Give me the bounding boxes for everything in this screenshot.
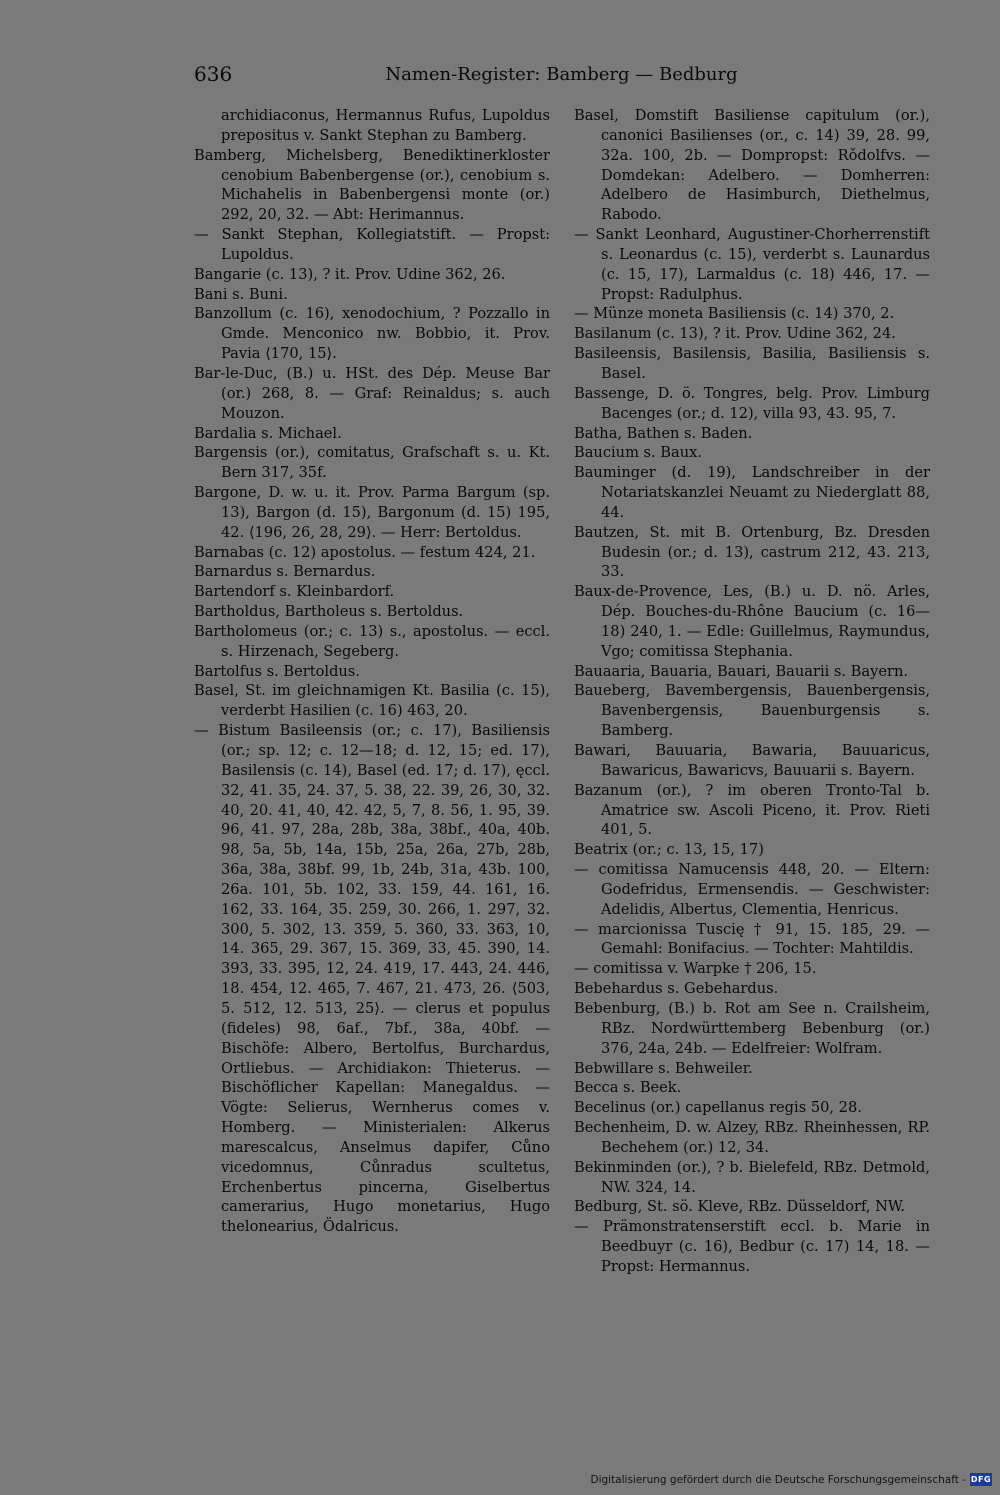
register-entry: Bartendorf s. Kleinbardorf. [194,583,395,601]
register-entry: Beatrix (or.; c. 13, 15, 17) [574,841,764,859]
footer-credit [590,1473,992,1486]
register-entry: Basileensis, Basilensis, Basilia, Basiliensis s. Basel. [574,345,930,382]
register-entry: — comitissa Namucensis 448, 20. — Eltern: Godefridus, Ermensendis. — Geschwister: Adelidis, Albertus, Clementia, Henricus. [574,861,930,918]
register-entry: Bedburg, St. sö. Kleve, RBz. Düsseldorf, NW. [574,1198,906,1216]
register-entry: Bawari, Bauuaria, Bawaria, Bauuaricus, Bawaricus, Bawaricvs, Bauuarii s. Bayern. [574,742,930,779]
register-entry: Basilanum (c. 13), ? it. Prov. Udine 362, 24. [574,325,896,343]
register-entry: Bartolfus s. Bertoldus. [194,662,360,680]
register-entry: Becelinus (or.) capellanus regis 50, 28. [574,1099,862,1117]
register-entry: Baueberg, Bavembergensis, Bauenbergensis, Bavenbergensis, Bauenburgensis s. Bamberg. [574,682,930,740]
register-entry: Basel, St. im gleichnamigen Kt. Basilia (c. 15), verderbt Hasilien (c. 16) 463, 20. [194,682,550,720]
register-entry: — Bistum Basileensis (or.; c. 17), Basiliensis (or.; sp. 12; c. 12—18; d. 12, 15; ed. 17), Basilensis (c. 14), Basel (ed. 17; d. 17), ęccl. 32, 41. 35, 24. 37, 5. 38, 22. 39, 26, 30, 32. 40, 20. 41, 40, 42. 42, 5, 7, 8. 56, 1. 95, 39. 96, 41. 97, 28a, 28b, 38a, 38bf., 40a, 40b. 98, 5a, 5b, 14a, 15b, 25a, 26a, 27b, 28b, 36a, 38a, 38bf. 99, 1b, 24b, 31a, 43b. 100, 26a. 101, 5b. 102, 33. 159, 44. 161, 16. 162, 33. 164, 35. 259, 30. 266, 1. 297, 32. 300, 5. 302, 13. 359, 5. 360, 33. 363, 10, 14. 365, 29. 367, 15. 369, 33, 45. 390, 14. 393, 33. 395, 12, 24. 419, 17. 443, 24. 446, 18. 454, 12. 465, 7. 467, 21. 473, 26. ⟨503, 5. 512, 12. 513, 25⟩. — clerus et populus (fideles) 98, 6af., 7bf., 38a, 40bf. — Bischöfe: Albero, Bertolfus, Burchardus, Ortliebus. — Archidiakon: Thieterus. — Bischöflicher Kapellan: Manegaldus. — Vögte: Selierus, Wernherus comes v. Homberg. — Ministerialen: Alkerus marescalcus, Anselmus dapifer, Cůno vicedomnus, Cůnradus scultetus, Erchenbertus pincerna, Giselbertus camerarius, Hugo monetarius, Hugo thelonearius, Ödalricus. [194,722,550,1236]
dfg-logo: DFG [970,1475,992,1484]
register-entry: Becca s. Beek. [574,1079,682,1097]
register-entry: Bauaaria, Bauaria, Bauari, Bauarii s. Bayern. [574,662,909,680]
register-entry: Baux-de-Provence, Les, (B.) u. D. nö. Arles, Dép. Bouches-du-Rhône Baucium (c. 16—18) 240, 1. — Edle: Guillelmus, Raymundus, Vgo; comitissa Stephania. [574,583,930,660]
register-entry: Banzollum (c. 16), xenodochium, ? Pozzallo in Gmde. Menconico nw. Bobbio, it. Prov. Pavia ⟨170, 15⟩. [194,305,550,363]
register-entry: — Sankt Stephan, Kollegiatstift. — Propst: Lupoldus. [194,226,550,263]
register-entry: Bebwillare s. Behweiler. [574,1059,753,1077]
register-entry: — comitissa v. Warpke † 206, 15. [574,960,817,978]
register-entry: Baucium s. Baux. [574,444,703,462]
page-number: 636 [194,62,233,86]
right-column [574,106,930,1277]
register-entry: Bani s. Buni. [194,285,288,303]
register-entry: Bartholdus, Bartholeus s. Bertoldus. [194,603,464,621]
register-entry: Barnabas (c. 12) apostolus. — festum 424, 21. [194,543,536,561]
register-entry: Bardalia s. Michael. [194,424,342,442]
register-entry: Batha, Bathen s. Baden. [574,424,753,442]
register-entry: Bamberg, Michelsberg, Benediktinerkloster cenobium Babenbergense (or.), cenobium s. Michahelis in Babenbergensi monte (or.) 292, 20, 32. — Abt: Herimannus. [194,146,550,224]
register-entry: Bar-le-Duc, (B.) u. HSt. des Dép. Meuse Bar (or.) 268, 8. — Graf: Reinaldus; s. auch Mouzon. [194,364,550,422]
register-entry: — marcionissa Tuscię † 91, 15. 185, 29. — Gemahl: Bonifacius. — Tochter: Mahtildis. [574,920,930,958]
register-entry: Bartholomeus (or.; c. 13) s., apostolus. — eccl. s. Hirzenach, Segeberg. [194,622,550,660]
register-entry: Bargensis (or.), comitatus, Grafschaft s. u. Kt. Bern 317, 35f. [194,444,550,482]
register-entry: Bazanum (or.), ? im oberen Tronto-Tal b. Amatrice sw. Ascoli Piceno, it. Prov. Rieti 401, 5. [574,781,930,839]
register-entry: Bautzen, St. mit B. Ortenburg, Bz. Dresden Budesin (or.; d. 13), castrum 212, 43. 213, 33. [574,523,930,581]
register-entry: Basel, Domstift Basiliense capitulum (or.), canonici Basilienses (or., c. 14) 39, 28. 99, 32a. 100, 2b. — Dompropst: Rǒdolfvs. — Domdekan: Adelbero. — Domherren: Adelbero de Hasimburch, Diethelmus, Rabodo. [574,107,930,224]
register-entry: archidiaconus, Hermannus Rufus, Lupoldus prepositus v. Sankt Stephan zu Bamberg. [221,107,550,144]
register-entry: Bangarie (c. 13), ? it. Prov. Udine 362, 26. [194,265,506,283]
register-entry: Bebehardus s. Gebehardus. [574,980,779,998]
register-entry: — Sankt Leonhard, Augustiner-Chorherrenstift s. Leonardus (c. 15), verderbt s. Launardus (c. 15, 17), Larmaldus (c. 18) 446, 17. — Propst: Radulphus. [574,226,930,303]
running-title: Namen-Register: Bamberg — Bedburg [385,64,738,85]
page-header [194,62,929,90]
footer-credit-text: Digitalisierung gefördert durch die Deutsche Forschungsgemeinschaft - [590,1473,966,1486]
register-entry: — Prämonstratenserstift eccl. b. Marie in Beedbuyr (c. 16), Bedbur (c. 17) 14, 18. — Propst: Hermannus. [574,1218,930,1275]
register-entry: Barnardus s. Bernardus. [194,563,376,581]
register-entry: Bassenge, D. ö. Tongres, belg. Prov. Limburg Bacenges (or.; d. 12), villa 93, 43. 95, 7. [574,384,930,422]
left-column [194,106,550,1237]
register-entry: Bebenburg, (B.) b. Rot am See n. Crailsheim, RBz. Nordwürttemberg Bebenburg (or.) 376, 24a, 24b. — Edelfreier: Wolfram. [574,999,930,1057]
register-entry: Bekinminden (or.), ? b. Bielefeld, RBz. Detmold, NW. 324, 14. [574,1158,930,1196]
register-entry: — Münze moneta Basiliensis (c. 14) 370, 2. [574,305,895,323]
register-entry: Bargone, D. w. u. it. Prov. Parma Bargum (sp. 13), Bargon (d. 15), Bargonum (d. 15) 195, 42. ⟨196, 26, 28, 29⟩. — Herr: Bertoldus. [194,484,550,541]
register-entry: Bauminger (d. 19), Landschreiber in der Notariatskanzlei Neuamt zu Niederglatt 88, 44. [574,464,930,521]
register-entry: Bechenheim, D. w. Alzey, RBz. Rheinhessen, RP. Bechehem (or.) 12, 34. [574,1119,930,1156]
